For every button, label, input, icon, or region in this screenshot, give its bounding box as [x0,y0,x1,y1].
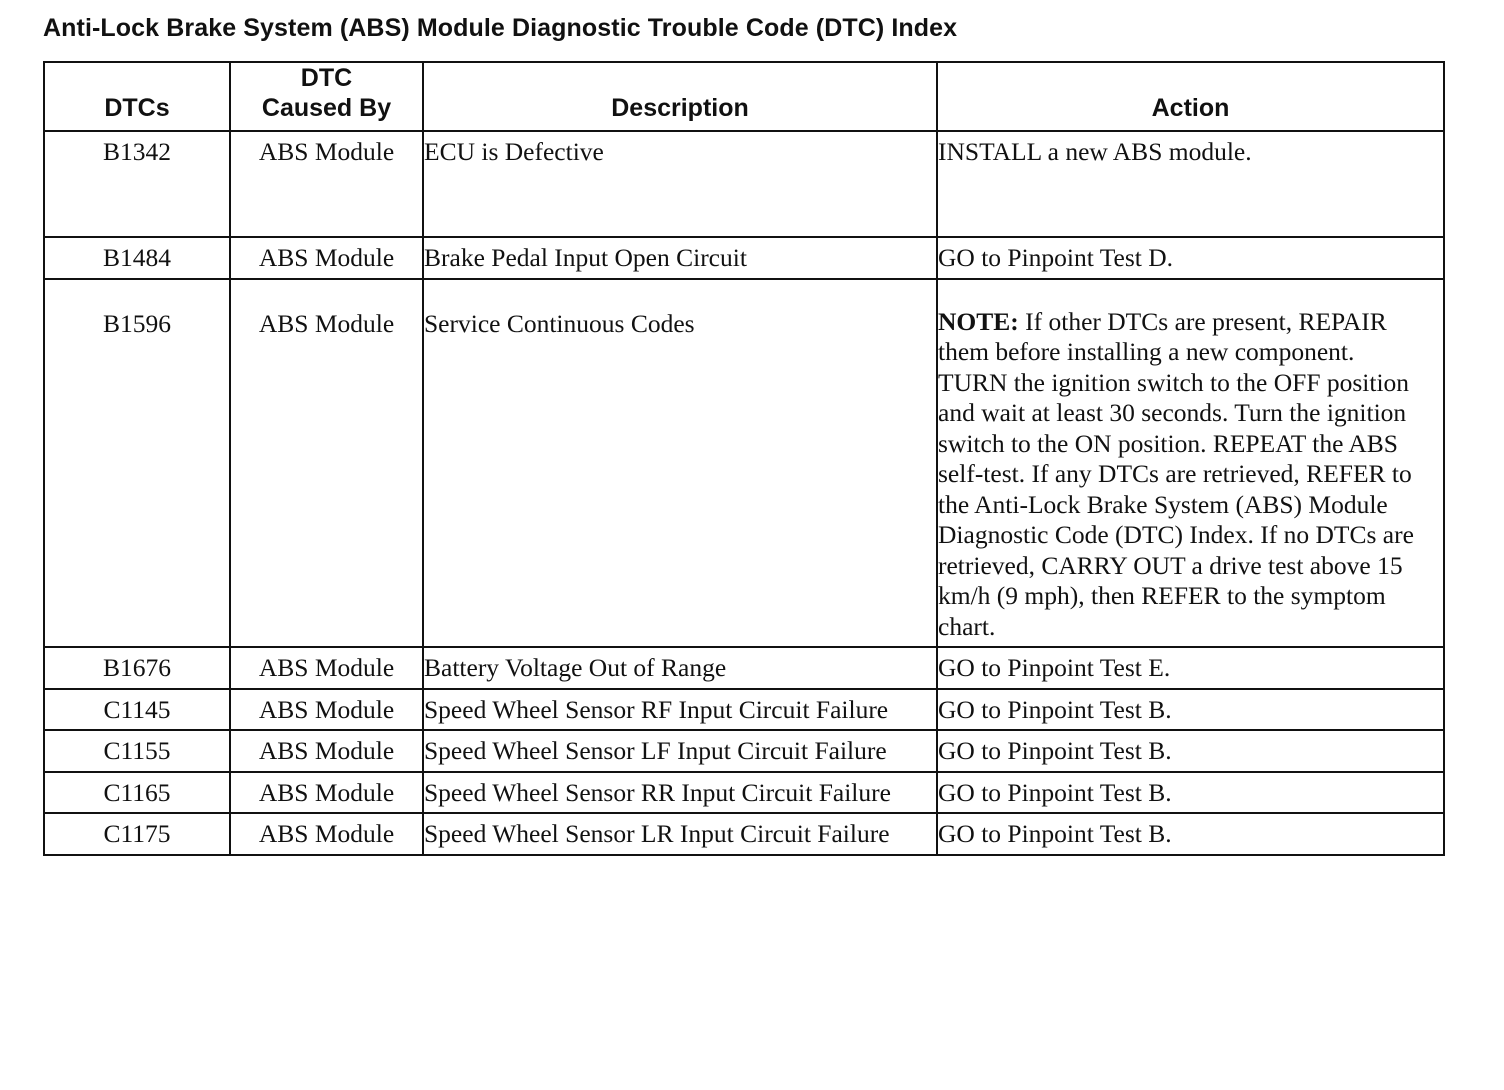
dtc-description: Service Continuous Codes [423,279,937,648]
action-note [938,307,1443,368]
dtc-code: C1165 [44,772,230,814]
dtc-caused-by: ABS Module [230,647,423,689]
note-text: If other DTCs are present, REPAIR them before installing a new component. [938,306,1387,366]
table-row [44,689,1444,731]
table-row [44,131,1444,237]
dtc-code: C1155 [44,730,230,772]
header-dtcs: DTCs [44,62,230,131]
dtc-description: Speed Wheel Sensor LR Input Circuit Failure [423,813,937,855]
dtc-action: GO to Pinpoint Test B. [937,813,1444,855]
dtc-description: Speed Wheel Sensor RF Input Circuit Failure [423,689,937,731]
dtc-description: Battery Voltage Out of Range [423,647,937,689]
dtc-code: B1596 [44,279,230,648]
dtc-description: Brake Pedal Input Open Circuit [423,237,937,279]
dtc-caused-by: ABS Module [230,772,423,814]
table-row [44,237,1444,279]
dtc-code: B1676 [44,647,230,689]
dtc-action: INSTALL a new ABS module. [937,131,1444,237]
header-description: Description [423,62,937,131]
dtc-caused-by: ABS Module [230,813,423,855]
dtc-action: GO to Pinpoint Test B. [937,730,1444,772]
dtc-code: C1175 [44,813,230,855]
dtc-caused-by: ABS Module [230,237,423,279]
header-caused-by: DTC Caused By [230,62,423,131]
dtc-caused-by: ABS Module [230,730,423,772]
table-row [44,647,1444,689]
table-row [44,730,1444,772]
page-title: Anti-Lock Brake System (ABS) Module Diagnostic Trouble Code (DTC) Index [43,14,958,42]
dtc-caused-by: ABS Module [230,279,423,648]
table-header-row [44,62,1444,131]
action-instructions: TURN the ignition switch to the OFF position and wait at least 30 seconds. Turn the ignition switch to the ON position. REPEAT the ABS self-test. If any DTCs are retrieved, REFER to the Anti-Lock Brake System (ABS) Module Diagnostic Code (DTC) Index. If no DTCs are retrieved, CARRY OUT a drive test above 15 km/h (9 mph), then REFER to the symptom chart. [938,367,1414,641]
dtc-description: ECU is Defective [423,131,937,237]
dtc-action: GO to Pinpoint Test B. [937,689,1444,731]
header-action: Action [937,62,1444,131]
note-label: NOTE: [938,306,1019,336]
dtc-index-table [43,61,1445,856]
dtc-action: GO to Pinpoint Test D. [937,237,1444,279]
table-row [44,279,1444,648]
dtc-action [937,279,1444,648]
dtc-description: Speed Wheel Sensor RR Input Circuit Failure [423,772,937,814]
dtc-action: GO to Pinpoint Test E. [937,647,1444,689]
dtc-action: GO to Pinpoint Test B. [937,772,1444,814]
table-row [44,772,1444,814]
table-row [44,813,1444,855]
dtc-code: B1342 [44,131,230,237]
dtc-caused-by: ABS Module [230,689,423,731]
dtc-description: Speed Wheel Sensor LF Input Circuit Failure [423,730,937,772]
dtc-code: B1484 [44,237,230,279]
dtc-caused-by: ABS Module [230,131,423,237]
dtc-code: C1145 [44,689,230,731]
